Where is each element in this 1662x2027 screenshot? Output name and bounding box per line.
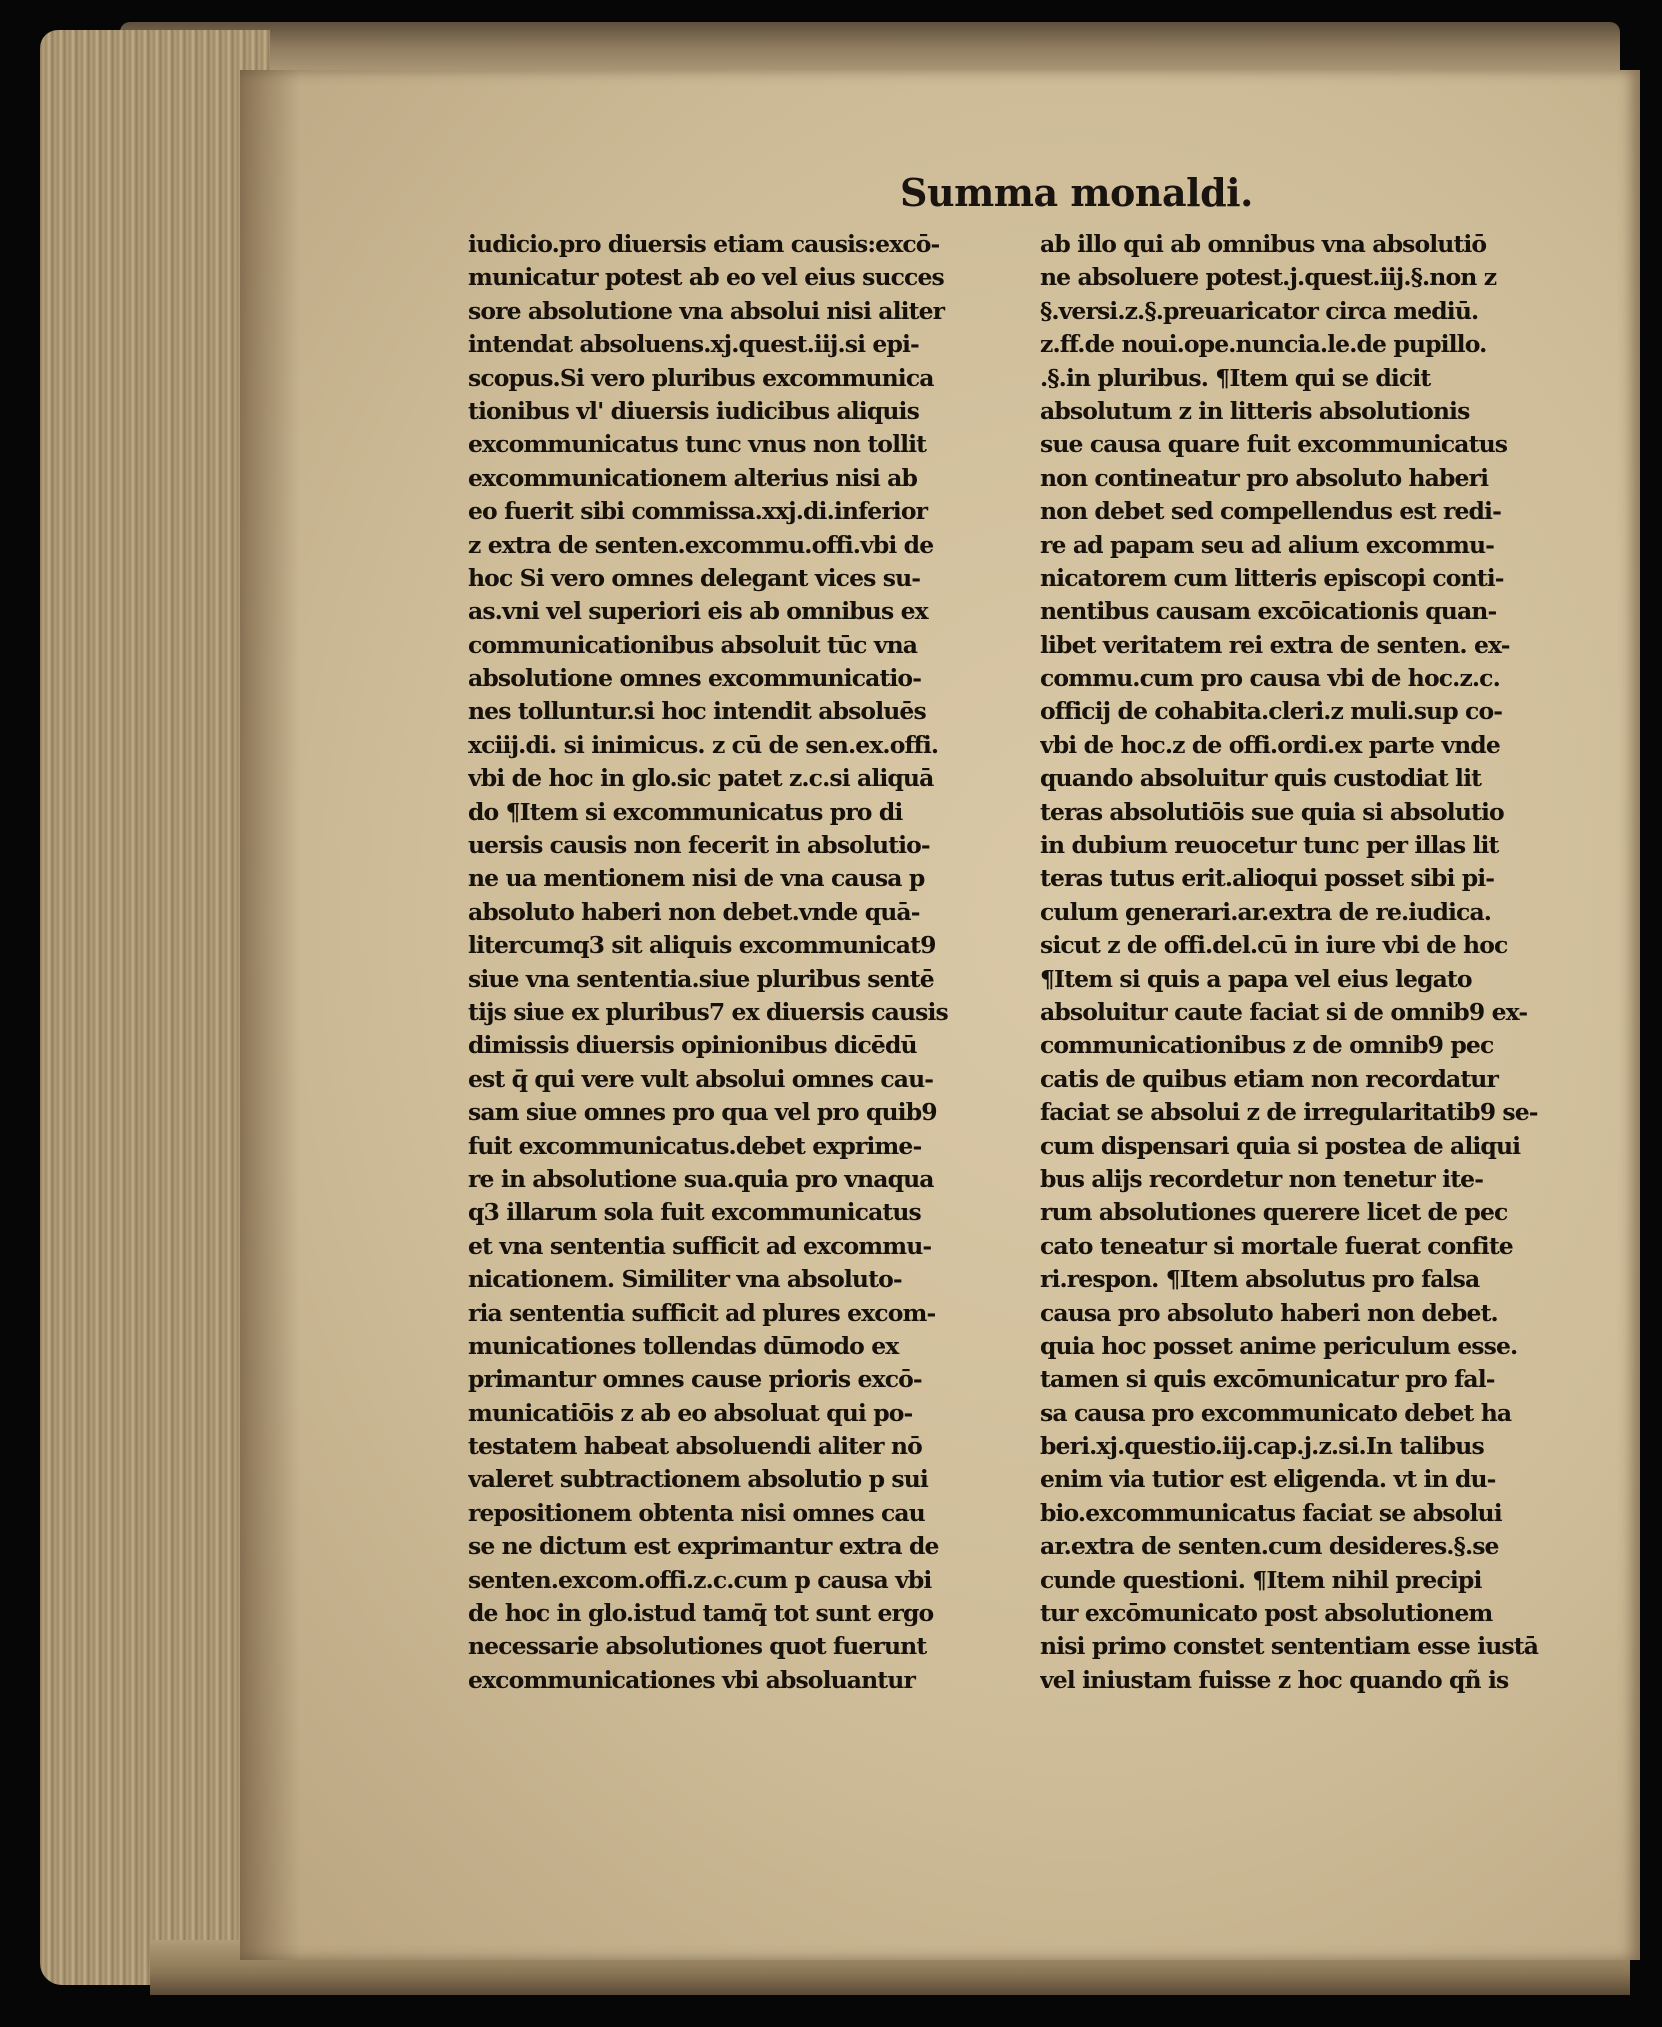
text-line: ne ua mentionem nisi de vna causa p	[468, 864, 925, 893]
text-line: commu.cum pro causa vbi de hoc.z.c.	[1040, 664, 1500, 693]
text-line: sore absolutione vna absolui nisi aliter	[468, 296, 945, 325]
text-line: excommunicationem alterius nisi ab	[468, 463, 918, 492]
text-line: officij de cohabita.cleri.z muli.sup co-	[1040, 697, 1503, 726]
text-line: municatiōis z ab eo absoluat qui po-	[468, 1398, 913, 1427]
text-line: vbi de hoc.z de offi.ordi.ex parte vnde	[1040, 730, 1500, 759]
text-line: ria sententia sufficit ad plures excom-	[468, 1298, 936, 1327]
left-text-column	[468, 228, 1028, 1697]
text-line: quando absoluitur quis custodiat lit	[1040, 764, 1482, 793]
text-line: bus alijs recordetur non tenetur ite-	[1040, 1164, 1484, 1193]
text-line: sicut z de offi.del.cū in iure vbi de hoc	[1040, 931, 1508, 960]
text-line: absolutione omnes excommunicatio-	[468, 664, 922, 693]
text-line: cum dispensari quia si postea de aliqui	[1040, 1131, 1521, 1160]
book-page-edges	[40, 30, 270, 1985]
text-line: tur excōmunicato post absolutionem	[1040, 1599, 1493, 1628]
text-line: sam siue omnes pro qua vel pro quib9	[468, 1098, 937, 1127]
running-head: Summa monaldi.	[900, 170, 1253, 215]
text-line: causa pro absoluto haberi non debet.	[1040, 1298, 1498, 1327]
text-line: do ¶Item si excommunicatus pro di	[468, 797, 903, 826]
text-line: vel iniustam fuisse z hoc quando qñ is	[1040, 1665, 1509, 1694]
text-line: as.vni vel superiori eis ab omnibus ex	[468, 597, 928, 626]
text-line: rum absolutiones querere licet de pec	[1040, 1198, 1508, 1227]
text-line: necessarie absolutiones quot fuerunt	[468, 1632, 927, 1661]
text-line: vbi de hoc in glo.sic patet z.c.si aliquā	[468, 764, 934, 793]
text-line: §.versi.z.§.preuaricator circa mediū.	[1040, 296, 1479, 325]
text-line: nicationem. Similiter vna absoluto-	[468, 1265, 902, 1294]
text-line: communicationibus z de omnib9 pec	[1040, 1031, 1494, 1060]
text-line: ab illo qui ab omnibus vna absolutiō	[1040, 230, 1487, 258]
text-line: testatem habeat absoluendi aliter nō	[468, 1432, 922, 1461]
text-line: non contineatur pro absoluto haberi	[1040, 463, 1489, 492]
text-line: sue causa quare fuit excommunicatus	[1040, 430, 1508, 459]
text-line: hoc Si vero omnes delegant vices su-	[468, 563, 921, 592]
text-line: ¶Item si quis a papa vel eius legato	[1040, 964, 1472, 993]
text-line: repositionem obtenta nisi omnes cau	[468, 1498, 925, 1527]
text-line: cato teneatur si mortale fuerat confite	[1040, 1231, 1513, 1260]
text-line: in dubium reuocetur tunc per illas lit	[1040, 831, 1499, 860]
text-line: culum generari.ar.extra de re.iudica.	[1040, 897, 1492, 926]
text-line: senten.excom.offi.z.c.cum p causa vbi	[468, 1565, 932, 1594]
text-line: .§.in pluribus. ¶Item qui se dicit	[1040, 363, 1431, 392]
text-line: absoluto haberi non debet.vnde quā-	[468, 897, 920, 926]
text-line: de hoc in glo.istud tamq̄ tot sunt ergo	[468, 1599, 934, 1628]
text-line: beri.xj.questio.iij.cap.j.z.si.In talibus	[1040, 1432, 1484, 1461]
text-line: primantur omnes cause prioris excō-	[468, 1365, 922, 1394]
text-line: municationes tollendas dūmodo ex	[468, 1331, 899, 1360]
text-line: ar.extra de senten.cum desideres.§.se	[1040, 1532, 1499, 1561]
text-line: et vna sententia sufficit ad excommu-	[468, 1231, 932, 1260]
text-line: z.ff.de noui.ope.nuncia.le.de pupillo.	[1040, 330, 1487, 359]
text-line: sa causa pro excommunicato debet ha	[1040, 1398, 1512, 1427]
text-line: nes tolluntur.si hoc intendit absoluēs	[468, 697, 926, 726]
text-line: dimissis diuersis opinionibus dicēdū	[468, 1031, 917, 1060]
text-line: cunde questioni. ¶Item nihil precipi	[1040, 1565, 1482, 1594]
text-line: nicatorem cum litteris episcopi conti-	[1040, 563, 1504, 592]
text-line: eo fuerit sibi commissa.xxj.di.inferior	[468, 497, 928, 526]
text-line: catis de quibus etiam non recordatur	[1040, 1064, 1498, 1093]
text-line: enim via tutior est eligenda. vt in du-	[1040, 1465, 1496, 1494]
text-line: litercumq3 sit aliquis excommunicat9	[468, 931, 936, 960]
text-line: nentibus causam excōicationis quan-	[1040, 597, 1497, 626]
text-line: nisi primo constet sententiam esse iustā	[1040, 1632, 1539, 1661]
text-line: teras absolutiōis sue quia si absolutio	[1040, 797, 1504, 826]
text-line: xciij.di. si inimicus. z cū de sen.ex.offi.	[468, 730, 939, 759]
text-line: siue vna sententia.siue pluribus sentē	[468, 964, 934, 993]
text-line: valeret subtractionem absolutio p sui	[468, 1465, 928, 1494]
text-line: ri.respon. ¶Item absolutus pro falsa	[1040, 1265, 1480, 1294]
text-line: non debet sed compellendus est redi-	[1040, 497, 1501, 526]
text-line: absolutum z in litteris absolutionis	[1040, 396, 1470, 425]
text-line: libet veritatem rei extra de senten. ex-	[1040, 630, 1510, 659]
gutter-shadow	[240, 70, 300, 1960]
text-line: iudicio.pro diuersis etiam causis:excō-	[468, 230, 940, 258]
text-line: re ad papam seu ad alium excommu-	[1040, 530, 1495, 559]
text-line: excommunicationes vbi absoluantur	[468, 1665, 915, 1694]
text-line: quia hoc posset anime periculum esse.	[1040, 1331, 1518, 1360]
text-line: re in absolutione sua.quia pro vnaqua	[468, 1164, 934, 1193]
text-line: ne absoluere potest.j.quest.iij.§.non z	[1040, 263, 1497, 292]
text-line: tamen si quis excōmunicatur pro fal-	[1040, 1365, 1495, 1394]
text-line: municatur potest ab eo vel eius succes	[468, 263, 944, 292]
text-line: bio.excommunicatus faciat se absolui	[1040, 1498, 1502, 1527]
text-line: intendat absoluens.xj.quest.iij.si epi-	[468, 330, 919, 359]
text-line: fuit excommunicatus.debet exprime-	[468, 1131, 922, 1160]
text-line: communicationibus absoluit tūc vna	[468, 630, 918, 659]
right-text-column	[1040, 228, 1600, 1697]
text-line: uersis causis non fecerit in absolutio-	[468, 831, 930, 860]
text-line: se ne dictum est exprimantur extra de	[468, 1532, 939, 1561]
text-line: teras tutus erit.alioqui posset sibi pi-	[1040, 864, 1495, 893]
text-line: z extra de senten.excommu.offi.vbi de	[468, 530, 934, 559]
text-line: q3 illarum sola fuit excommunicatus	[468, 1198, 921, 1227]
text-line: tijs siue ex pluribus7 ex diuersis causis	[468, 997, 948, 1026]
text-line: tionibus vl' diuersis iudicibus aliquis	[468, 396, 919, 425]
text-line: scopus.Si vero pluribus excommunica	[468, 363, 934, 392]
text-line: faciat se absolui z de irregularitatib9 se-	[1040, 1098, 1538, 1127]
text-line: est q̄ qui vere vult absolui omnes cau-	[468, 1064, 934, 1093]
text-line: excommunicatus tunc vnus non tollit	[468, 430, 927, 459]
text-line: absoluitur caute faciat si de omnib9 ex-	[1040, 997, 1528, 1026]
